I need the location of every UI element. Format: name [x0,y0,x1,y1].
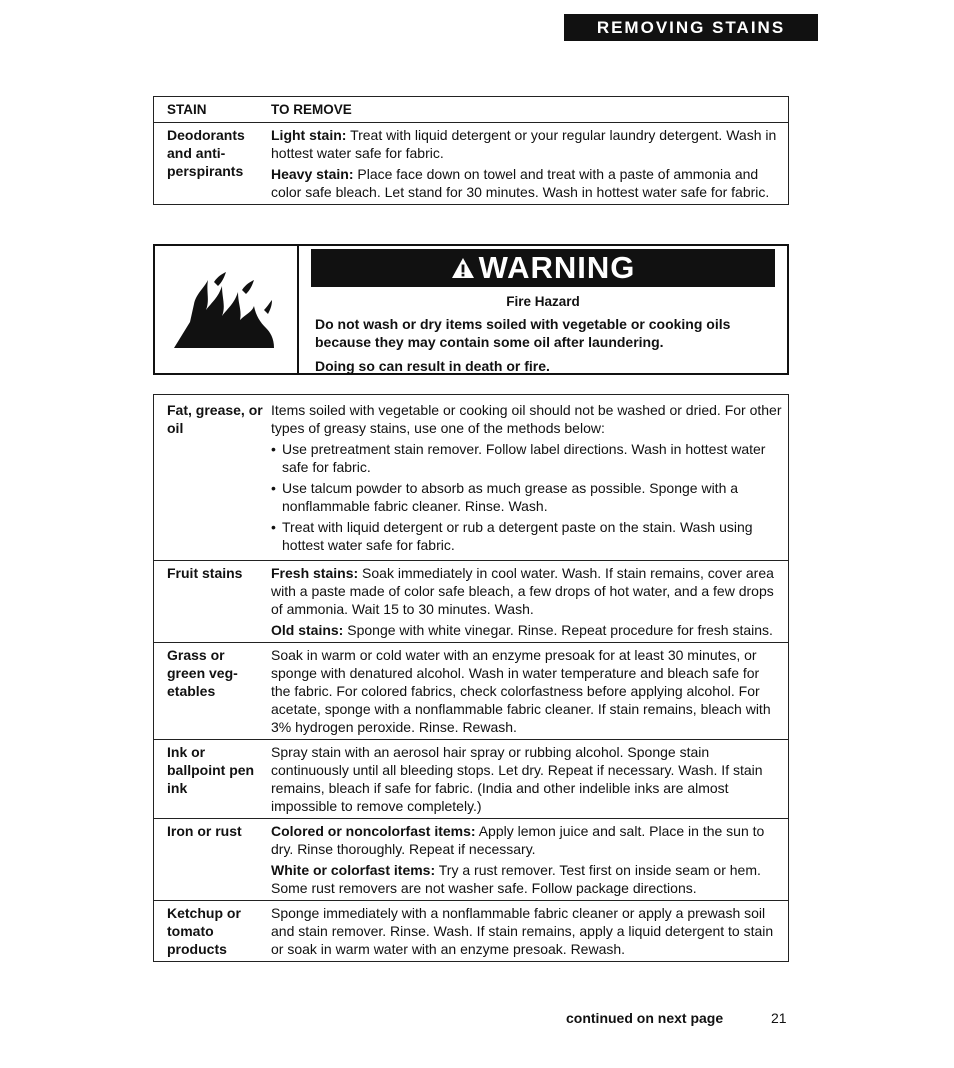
instruction-text: Sponge immediately with a nonflammable fabric cleaner or apply a prewash soil and stain remover. Rinse. Wash. If stain remains, apply a liquid detergent to stain or soak in warm water with an enzyme presoak. Rewash. [271,905,774,957]
alert-triangle-icon [451,256,475,280]
page-number: 21 [771,1010,787,1026]
fire-icon [170,270,282,350]
stain-name: Ketchup or tomato products [167,905,241,957]
instruction-text: Treat with liquid detergent or your regular laundry detergent. Wash in hottest water safe for fabric. [271,127,777,161]
instruction-text: Sponge with white vinegar. Rinse. Repeat procedure for fresh stains. [343,622,773,638]
table-row [154,560,788,642]
instruction-label: Light stain: [271,127,347,143]
stain-name: Ink or ballpoint pen ink [167,744,255,796]
stain-name: Fat, grease, or oil [167,402,263,436]
table-row [154,395,788,560]
table-row [154,739,788,818]
instruction-label: Old stains: [271,622,344,638]
instruction-label: White or colorfast items: [271,862,436,878]
stain-instructions [266,901,788,961]
method-list [271,440,782,554]
remove-column-header: TO REMOVE [271,102,352,117]
stain-name: Iron or rust [167,823,242,839]
instruction-text: Try a rust remover. Test first on inside seam or hem. Some rust removers are not washer safe. Follow package directions. [271,862,761,896]
stain-name: Fruit stains [167,565,243,581]
stain-instructions [266,643,788,739]
instruction-text: Items soiled with vegetable or cooking oil should not be washed or dried. For other types of greasy stains, use one of the methods below: [271,402,782,436]
stain-instructions [266,561,788,642]
instruction-text: Soak in warm or cold water with an enzyme presoak for at least 30 minutes, or sponge with denatured alcohol. Wash in water temperature and bleach safe for the fabric. For colored fabrics, check colorfastness before applying alcohol. For acetate, sponge with a nonflammable fabric cleaner. If stain remains, bleach with 3% hydrogen peroxide. Rinse. Rewash. [271,647,771,735]
warning-box [153,244,789,375]
stain-name: Deodorants and anti-perspirants [167,127,245,179]
stain-instructions [266,395,788,560]
table-row [154,122,788,204]
warning-subtitle: Fire Hazard [506,294,580,309]
stain-column-header: STAIN [167,102,207,117]
stain-table-top [153,96,789,205]
table-row [154,900,788,961]
list-item: • Use pretreatment stain remover. Follow label directions. Wash in hottest water safe for fabric. [271,440,782,476]
warning-line-1: Do not wash or dry items soiled with vegetable or cooking oils because they may contain some oil after laundering. [315,316,731,350]
list-item: • Use talcum powder to absorb as much grease as possible. Sponge with a nonflammable fabric cleaner. Rinse. Wash. [271,479,782,515]
stain-instructions [266,819,788,900]
warning-line-2: Doing so can result in death or fire. [315,358,550,374]
instruction-text: Soak immediately in cool water. Wash. If stain remains, cover area with a paste made of color safe bleach, a few drops of hot water, and a few drops of ammonia. Wait 15 to 30 minutes. Wash. [271,565,774,617]
warning-title-bar [311,249,775,287]
warning-title: WARNING [478,250,636,285]
list-item: • Treat with liquid detergent or rub a detergent paste on the stain. Wash using hottest water safe for fabric. [271,518,782,554]
instruction-label: Heavy stain: [271,166,354,182]
instruction-label: Colored or noncolorfast items: [271,823,476,839]
instruction-text: Spray stain with an aerosol hair spray or rubbing alcohol. Sponge stain continuously until all bleeding stops. Let dry. Repeat if necessary. Wash. If stain remains, bleach if safe for fabric. (India and other indelible inks are almost impossible to remove completely.) [271,744,763,814]
stain-table-main [153,394,789,962]
warning-content [299,246,787,373]
instruction-text: Apply lemon juice and salt. Place in the sun to dry. Rinse thoroughly. Repeat if necessary. [271,823,765,857]
table-row [154,818,788,900]
warning-icon-panel [155,246,299,373]
continued-note: continued on next page [566,1010,724,1026]
stain-name: Grass or green veg-etables [167,647,238,699]
instruction-label: Fresh stains: [271,565,359,581]
instruction-text: Place face down on towel and treat with a paste of ammonia and color safe bleach. Let stand for 30 minutes. Wash in hottest water safe for fabric. [271,166,770,200]
table-header-row [154,97,788,122]
stain-instructions [266,740,788,818]
table-row [154,642,788,739]
stain-instructions [266,123,788,204]
section-banner: REMOVING STAINS [564,14,818,41]
